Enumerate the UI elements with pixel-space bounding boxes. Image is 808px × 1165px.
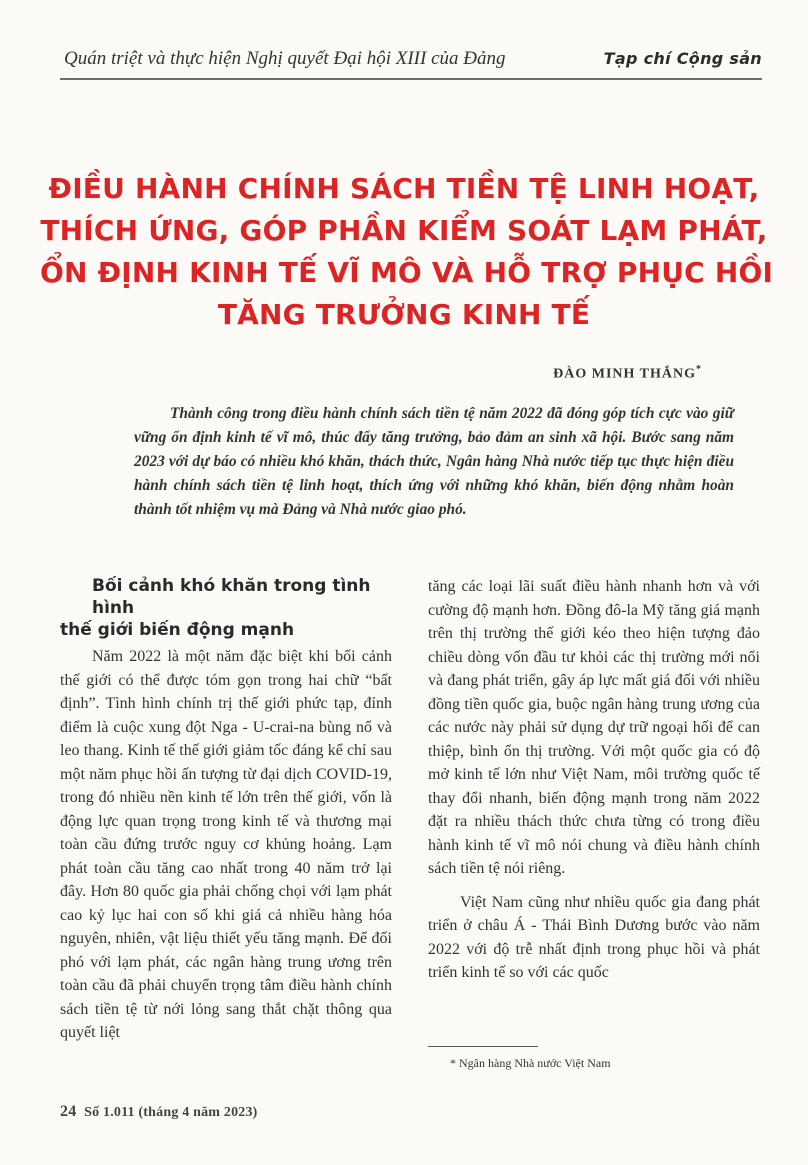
body-paragraph-continued: tăng các loại lãi suất điều hành nhanh hơn và với cường độ mạnh hơn. Đồng đô-la Mỹ tăng giá mạnh trên thị trường thế giới kéo theo hiện tượng đảo chiều dòng vốn đầu tư khỏi các thị trường mới nổi và đang phát triển, gây áp lực mất giá đối với nhiều đồng tiền quốc gia, buộc ngân hàng trung ương của các nước này phải sử dụng dự trữ ngoại hối để can thiệp, bình ổn thị trường. Với một quốc gia có độ mở kinh tế lớn như Việt Nam, môi trường quốc tế thay đổi nhanh, biến động mạnh trong năm 2022 đặt ra nhiều thách thức chưa từng có trong điều hành kinh tế vĩ mô nói chung và điều hành chính sách tiền tệ nói riêng. <box>428 578 760 877</box>
page-number: 24 <box>60 1103 77 1120</box>
journal-name: Tạp chí Cộng sản <box>603 49 762 68</box>
title-line-1: ĐIỀU HÀNH CHÍNH SÁCH TIỀN TỆ LINH HOẠT, <box>48 172 760 205</box>
title-line-4: TĂNG TRƯỞNG KINH TẾ <box>217 298 591 331</box>
series-title: Quán triệt và thực hiện Nghị quyết Đại hội XIII của Đảng <box>64 48 506 69</box>
section-heading-line-2: thế giới biến động mạnh <box>60 620 295 640</box>
running-header <box>60 44 762 80</box>
text-column-right <box>428 575 760 995</box>
footnote-divider <box>428 1046 538 1047</box>
author-footnote-mark: * <box>696 364 702 375</box>
title-line-2: THÍCH ỨNG, GÓP PHẦN KIỂM SOÁT LẠM PHÁT, <box>40 214 768 247</box>
page-footer <box>60 1103 258 1121</box>
body-paragraph: Năm 2022 là một năm đặc biệt khi bối cảnh thế giới có thể được tóm gọn trong hai chữ “bất định”. Tình hình chính trị thế giới phức tạp, đỉnh điểm là cuộc xung đột Nga - U-crai-na bùng nổ và leo thang. Kinh tế thế giới giảm tốc đáng kể chỉ sau một năm phục hồi ấn tượng từ đại dịch COVID-19, trong đó nhiều nền kinh tế lớn trên thế giới, vốn là động lực quan trọng trong kinh tế và thương mại toàn cầu đứng trước nguy cơ khủng hoảng. Lạm phát toàn cầu tăng cao nhất trong 40 năm trở lại đây. Hơn 80 quốc gia phải chống chọi với lạm phát cao kỷ lục hai con số khi giá cả nhiều hàng hóa nguyên, nhiên, vật liệu thiết yếu tăng mạnh. Để đối phó với lạm phát, các ngân hàng trung ương trên toàn cầu đã phải chuyển trọng tâm điều hành chính sách tiền tệ từ nới lỏng sang thắt chặt thông qua quyết liệt <box>60 648 392 1041</box>
author-byline <box>553 364 702 383</box>
issue-info: Số 1.011 (tháng 4 năm 2023) <box>84 1105 258 1120</box>
section-heading <box>60 575 392 641</box>
title-line-3: ỔN ĐỊNH KINH TẾ VĨ MÔ VÀ HỖ TRỢ PHỤC HỒI <box>40 256 774 289</box>
text-column-left <box>60 575 392 1055</box>
footnote: * Ngân hàng Nhà nước Việt Nam <box>450 1056 611 1070</box>
body-paragraph: Việt Nam cũng như nhiều quốc gia đang phát triển ở châu Á - Thái Bình Dương bước vào năm 2022 với độ trễ nhất định trong phục hồi và phát triển kinh tế so với các quốc <box>428 893 760 981</box>
section-heading-line-1: Bối cảnh khó khăn trong tình hình <box>92 576 371 618</box>
article-lead: Thành công trong điều hành chính sách tiền tệ năm 2022 đã đóng góp tích cực vào giữ vững ổn định kinh tế vĩ mô, thúc đẩy tăng trưởng, bảo đảm an sinh xã hội. Bước sang năm 2023 với dự báo có nhiều khó khăn, thách thức, Ngân hàng Nhà nước tiếp tục thực hiện điều hành chính sách tiền tệ linh hoạt, thích ứng với những khó khăn, biến động nhằm hoàn thành tốt nhiệm vụ mà Đảng và Nhà nước giao phó. <box>134 405 734 518</box>
author-name: ĐÀO MINH THẮNG <box>553 366 696 382</box>
article-title <box>40 168 774 336</box>
